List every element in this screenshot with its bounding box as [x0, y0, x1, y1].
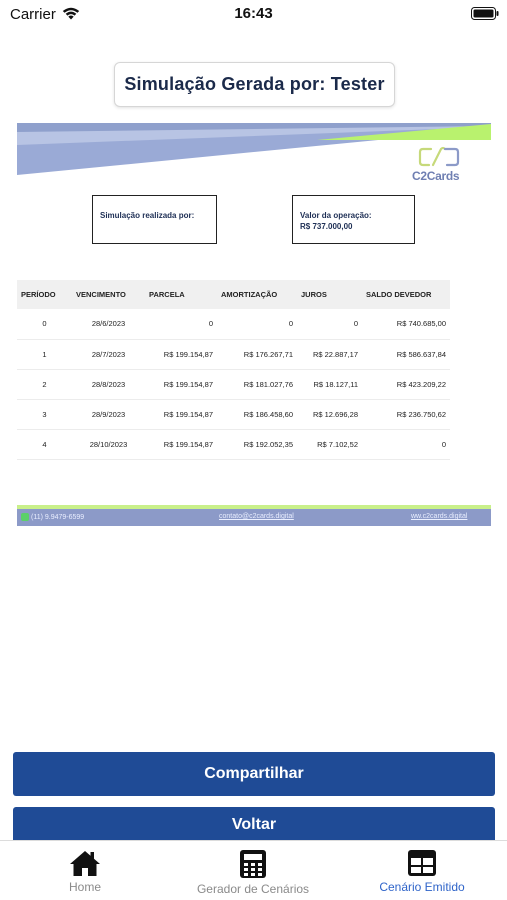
cell-juros: R$ 7.102,52	[297, 429, 362, 459]
col-periodo: PERÍODO	[17, 280, 72, 309]
footer-phone-text: (11) 9.9479-6599	[31, 513, 85, 521]
footer-phone	[21, 513, 84, 521]
grid-table-icon	[407, 849, 437, 877]
cell-juros: R$ 22.887,17	[297, 339, 362, 369]
col-amortizacao: AMORTIZAÇÃO	[217, 280, 297, 309]
footer-email-link[interactable]: contato@c2cards.digital	[219, 513, 294, 520]
cell-periodo: 0	[17, 309, 72, 339]
cell-juros: R$ 18.127,11	[297, 369, 362, 399]
back-button[interactable]: Voltar	[13, 807, 495, 843]
cell-amortizacao: R$ 181.027,76	[217, 369, 297, 399]
simulacao-info-box	[92, 195, 217, 244]
simulacao-label: Simulação realizada por:	[100, 211, 195, 220]
page-title: Simulação Gerada por: Tester	[124, 74, 385, 94]
tab-cenario-emitido[interactable]	[362, 841, 482, 900]
status-bar	[0, 0, 507, 30]
cell-vencimento: 28/7/2023	[72, 339, 145, 369]
tab-gerador-label: Gerador de Cenários	[196, 882, 310, 896]
cell-parcela: R$ 199.154,87	[145, 369, 217, 399]
table-row	[17, 339, 450, 369]
cell-periodo: 2	[17, 369, 72, 399]
tab-bar	[0, 840, 507, 900]
calculator-icon	[239, 849, 267, 879]
home-icon	[68, 849, 102, 877]
cell-vencimento: 28/9/2023	[72, 399, 145, 429]
table-header-row	[17, 280, 450, 309]
cell-saldo-devedor: R$ 740.685,00	[362, 309, 450, 339]
cell-parcela: R$ 199.154,87	[145, 399, 217, 429]
cell-amortizacao: 0	[217, 309, 297, 339]
cell-amortizacao: R$ 192.052,35	[217, 429, 297, 459]
share-button[interactable]: Compartilhar	[13, 752, 495, 796]
title-card	[114, 62, 395, 107]
cell-saldo-devedor: R$ 586.637,84	[362, 339, 450, 369]
tab-home[interactable]	[35, 841, 135, 900]
cell-parcela: 0	[145, 309, 217, 339]
cell-parcela: R$ 199.154,87	[145, 339, 217, 369]
valor-operacao-label: Valor da operação:	[300, 211, 372, 220]
cell-juros: R$ 12.696,28	[297, 399, 362, 429]
cell-periodo: 4	[17, 429, 72, 459]
cell-periodo: 1	[17, 339, 72, 369]
col-vencimento: VENCIMENTO	[72, 280, 145, 309]
cell-vencimento: 28/6/2023	[72, 309, 145, 339]
valor-operacao-value: R$ 737.000,00	[300, 222, 353, 231]
table-row	[17, 309, 450, 339]
valor-operacao-box	[292, 195, 415, 244]
amortization-table	[17, 280, 450, 460]
report-document	[17, 123, 491, 526]
carrier-label: Carrier	[10, 6, 56, 23]
col-saldo-devedor: SALDO DEVEDOR	[362, 280, 450, 309]
cell-parcela: R$ 199.154,87	[145, 429, 217, 459]
battery-icon	[471, 7, 499, 20]
cell-saldo-devedor: 0	[362, 429, 450, 459]
cell-vencimento: 28/8/2023	[72, 369, 145, 399]
clock: 16:43	[234, 5, 273, 22]
report-footer	[17, 509, 491, 526]
tab-gerador-cenarios[interactable]	[178, 841, 328, 900]
table-row	[17, 429, 450, 459]
cell-amortizacao: R$ 176.267,71	[217, 339, 297, 369]
cell-saldo-devedor: R$ 236.750,62	[362, 399, 450, 429]
cell-juros: 0	[297, 309, 362, 339]
logo-text: C2Cards	[412, 169, 460, 183]
cell-amortizacao: R$ 186.458,60	[217, 399, 297, 429]
tab-home-label: Home	[68, 880, 101, 894]
col-juros: JUROS	[297, 280, 362, 309]
table-row	[17, 399, 450, 429]
footer-website-link[interactable]: ww.c2cards.digital	[411, 513, 468, 520]
cell-saldo-devedor: R$ 423.209,22	[362, 369, 450, 399]
cell-vencimento: 28/10/2023	[72, 429, 145, 459]
cell-periodo: 3	[17, 399, 72, 429]
whatsapp-icon	[21, 513, 29, 521]
tab-cenario-emitido-label: Cenário Emitido	[379, 880, 465, 894]
table-row	[17, 369, 450, 399]
col-parcela: PARCELA	[145, 280, 217, 309]
